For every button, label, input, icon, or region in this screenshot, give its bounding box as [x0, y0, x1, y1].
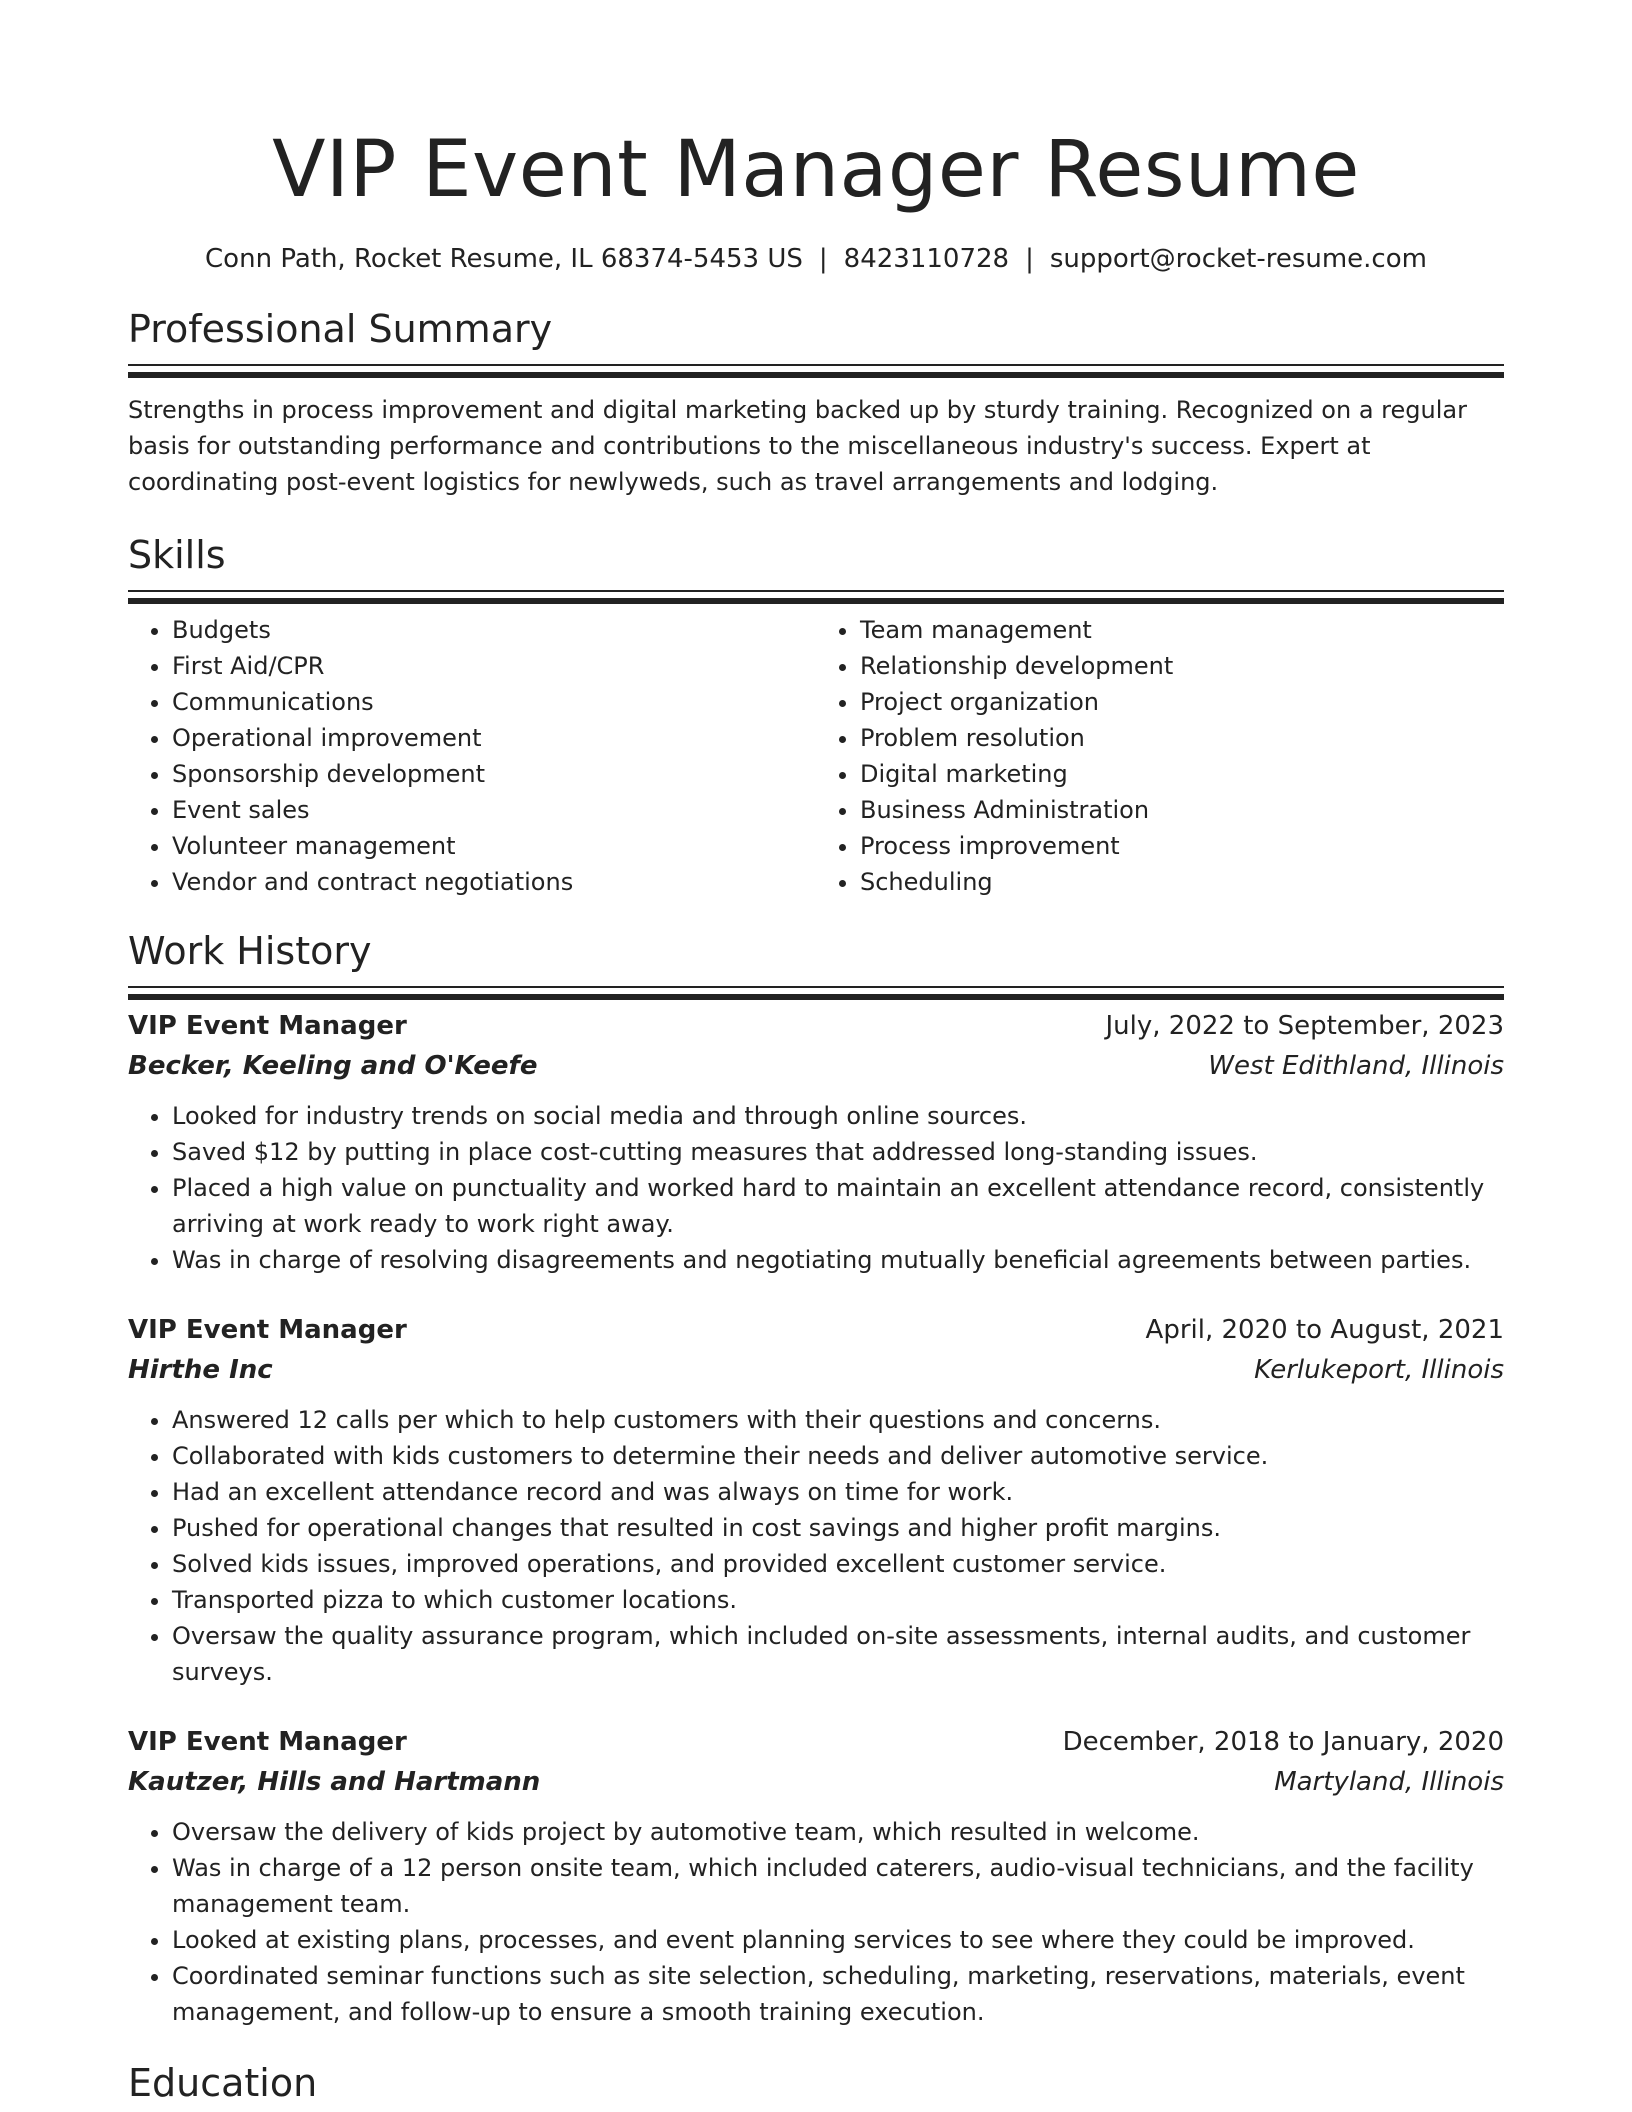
job-entry: [128, 1008, 1504, 1278]
skill-item: • Sponsorship development: [172, 756, 816, 792]
job-subheader: [128, 1048, 1504, 1084]
job-bullets: [128, 1814, 1504, 2030]
job-header: [128, 1312, 1504, 1348]
job-bullet: • Had an excellent attendance record and was always on time for work.: [172, 1474, 1504, 1510]
job-bullet: • Was in charge of a 12 person onsite team, which included caterers, audio-visual technicians, and the facility management team.: [172, 1850, 1504, 1922]
job-bullet: • Saved $12 by putting in place cost-cutting measures that addressed long-standing issues.: [172, 1134, 1504, 1170]
contact-line: [128, 242, 1504, 276]
skill-item: • First Aid/CPR: [172, 648, 816, 684]
section-divider: [128, 364, 1504, 366]
skill-item: • Vendor and contract negotiations: [172, 864, 816, 900]
contact-phone: 8423110728: [843, 244, 1010, 274]
job-bullet: • Solved kids issues, improved operations, and provided excellent customer service.: [172, 1546, 1504, 1582]
job-dates: July, 2022 to September, 2023: [1105, 1011, 1504, 1041]
skill-item: • Digital marketing: [860, 756, 1504, 792]
work-section: [128, 928, 1504, 2030]
skills-section: [128, 532, 1504, 900]
job-company: Hirthe Inc: [128, 1355, 273, 1385]
job-bullets: [128, 1098, 1504, 1278]
skill-item: • Project organization: [860, 684, 1504, 720]
job-bullet: • Placed a high value on punctuality and worked hard to maintain an excellent attendance record, consistently arriving at work ready to work right away.: [172, 1170, 1504, 1242]
skill-item: • Team management: [860, 612, 1504, 648]
job-location: West Edithland, Illinois: [1208, 1051, 1504, 1081]
section-title-summary: Professional Summary: [128, 307, 553, 351]
skill-item: • Process improvement: [860, 828, 1504, 864]
job-bullet: • Looked for industry trends on social media and through online sources.: [172, 1098, 1504, 1134]
skill-item: • Problem resolution: [860, 720, 1504, 756]
skill-item: • Operational improvement: [172, 720, 816, 756]
job-company: Becker, Keeling and O'Keefe: [128, 1051, 538, 1081]
resume-title: VIP Event Manager Resume: [272, 125, 1360, 215]
job-subheader: [128, 1764, 1504, 1800]
job-bullet: • Was in charge of resolving disagreements and negotiating mutually beneficial agreements between parties.: [172, 1242, 1504, 1278]
contact-separator: |: [818, 244, 828, 274]
contact-email: support@rocket-resume.com: [1049, 244, 1427, 274]
job-bullet: • Oversaw the delivery of kids project by automotive team, which resulted in welcome.: [172, 1814, 1504, 1850]
skills-column-right: [816, 612, 1504, 900]
skill-item: • Business Administration: [860, 792, 1504, 828]
job-dates: April, 2020 to August, 2021: [1145, 1315, 1504, 1345]
education-section: [128, 2060, 1504, 2106]
job-bullet: • Coordinated seminar functions such as site selection, scheduling, marketing, reservations, materials, event management, and follow-up to ensure a smooth training execution.: [172, 1958, 1504, 2030]
job-subheader: [128, 1352, 1504, 1388]
job-dates: December, 2018 to January, 2020: [1062, 1727, 1504, 1757]
job-list: [128, 1008, 1504, 2030]
job-bullet: • Pushed for operational changes that resulted in cost savings and higher profit margins.: [172, 1510, 1504, 1546]
skills-list: [128, 612, 1504, 900]
job-entry: [128, 1724, 1504, 2030]
skill-item: • Event sales: [172, 792, 816, 828]
skill-item: • Communications: [172, 684, 816, 720]
job-header: [128, 1008, 1504, 1044]
skill-item: • Scheduling: [860, 864, 1504, 900]
contact-separator: |: [1025, 244, 1034, 274]
skill-item: • Relationship development: [860, 648, 1504, 684]
job-location: Martyland, Illinois: [1274, 1767, 1504, 1797]
job-bullet: • Answered 12 calls per which to help customers with their questions and concerns.: [172, 1402, 1504, 1438]
skill-item: • Volunteer management: [172, 828, 816, 864]
section-divider: [128, 590, 1504, 592]
job-bullet: • Looked at existing plans, processes, and event planning services to see where they could be improved.: [172, 1922, 1504, 1958]
skill-item: • Budgets: [172, 612, 816, 648]
job-bullets: [128, 1402, 1504, 1690]
job-entry: [128, 1312, 1504, 1690]
section-divider: [128, 986, 1504, 988]
job-title: VIP Event Manager: [128, 1727, 407, 1757]
job-location: Kerlukeport, Illinois: [1254, 1355, 1504, 1385]
section-title-education: Education: [128, 2061, 318, 2105]
section-title-skills: Skills: [128, 533, 226, 577]
skills-column-left: [128, 612, 816, 900]
summary-section: [128, 306, 1504, 500]
job-bullet: • Oversaw the quality assurance program, which included on-site assessments, internal audits, and customer surveys.: [172, 1618, 1504, 1690]
section-title-work: Work History: [128, 929, 372, 973]
job-title: VIP Event Manager: [128, 1011, 407, 1041]
resume-page: [128, 0, 1504, 2106]
job-title: VIP Event Manager: [128, 1315, 407, 1345]
job-bullet: • Collaborated with kids customers to determine their needs and deliver automotive service.: [172, 1438, 1504, 1474]
contact-address: Conn Path, Rocket Resume, IL 68374-5453 US: [205, 244, 803, 274]
job-bullet: • Transported pizza to which customer locations.: [172, 1582, 1504, 1618]
job-company: Kautzer, Hills and Hartmann: [128, 1767, 541, 1797]
job-header: [128, 1724, 1504, 1760]
summary-text: Strengths in process improvement and digital marketing backed up by sturdy training. Recognized on a regular basis for outstanding performance and contributions to the miscellaneous industry's success. Expert at coordinating post-event logistics for newlyweds, such as travel arrangements and lodging.: [128, 396, 1467, 496]
